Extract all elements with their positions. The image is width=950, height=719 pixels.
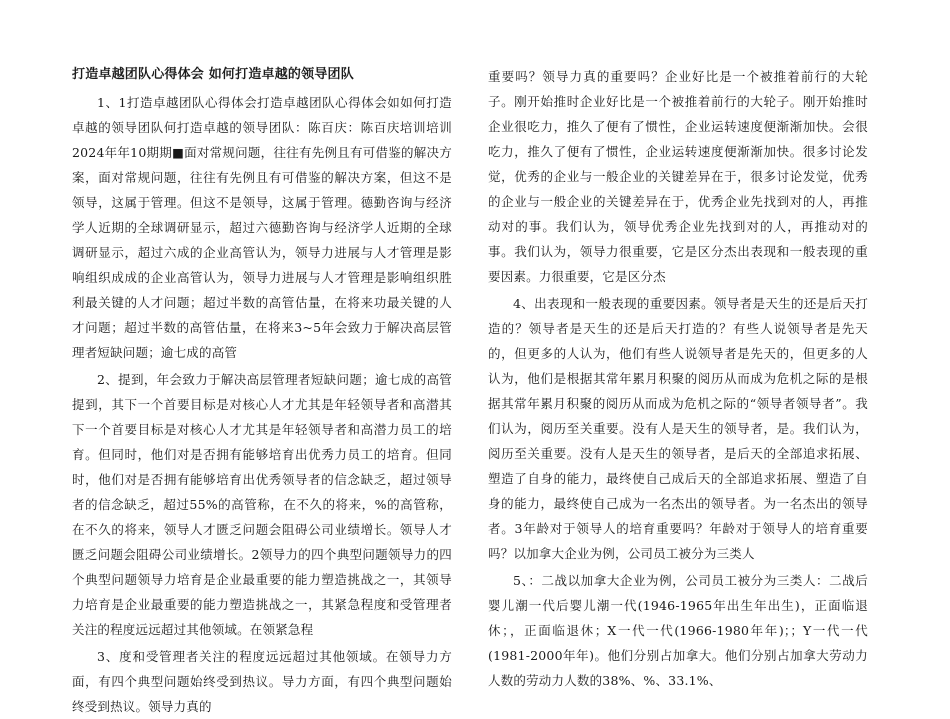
paragraph-1: 1、1打造卓越团队心得体会打造卓越团队心得体会如如何打造卓越的领导团队何打造卓越的领导团队：陈百庆：陈百庆培训培训2024年年10期期■面对常规问题，往往有先例且有可借鉴的解决方案，面对常规问题，往往有先例且有可借鉴的解决方案，但这不是领导，这属于管理。但这不是领导，这属于管理。德勤咨询与经济学人近期的全球调研显示，超过六德勤咨询与经济学人近期的全球调研显示，超过六成的企业高管认为，领导力进展与人才管理是影响组织成成的企业高管认为，领导力进展与人才管理是影响组织胜利最关键的人才问题；超过半数的高管估量，在将来功最关键的人才问题；超过半数的高管估量，在将来3~5年会致力于解决高层管理者短缺问题；逾七成的高管 (72, 95, 452, 360)
left-column (72, 64, 452, 719)
paragraph-5: 5、：二战以加拿大企业为例，公司员工被分为三类人：二战后婴儿潮一代后婴儿潮一代(1946-1965年出生年出生)，正面临退休；，正面临退休；X一代一代(1966-1980年年)；；Y一代一代(1981-2000年年)。他们分别占加拿大。他们分别占加拿大劳动力人数的劳动力人数的38%、%、33.1%、 (488, 573, 868, 688)
document-title: 打造卓越团队心得体会 如何打造卓越的领导团队 (72, 67, 354, 82)
paragraph-2: 2、提到，年会致力于解决高层管理者短缺问题；逾七成的高管提到，其下一个首要目标是对核心人才尤其是年轻领导者和高潜其下一个首要目标是对核心人才尤其是年轻领导者和高潜力员工的培育。但同时，他们对是否拥有能够培育出优秀力员工的培育。但同时，他们对是否拥有能够培育出优秀领导者的信念缺乏，超过领导者的信念缺乏，超过55%的高管称，在不久的将来，%的高管称，在不久的将来，领导人才匮乏问题会阻碍公司业绩增长。领导人才匮乏问题会阻碍公司业绩增长。2领导力的四个典型问题领导力的四个典型问题领导力培育是企业最重要的能力塑造挑战之一，其领导力培育是企业最重要的能力塑造挑战之一，其紧急程度和受管理者关注的程度远远超过其他领域。在领紧急程 (72, 372, 452, 637)
paragraph-4: 4、出表现和一般表现的重要因素。领导者是天生的还是后天打造的？领导者是天生的还是后天打造的？有些人说领导者是先天的，但更多的人认为，他们有些人说领导者是先天的，但更多的人认为，他们是根据其常年累月积聚的阅历从而成为危机之际的是根据其常年累月积聚的阅历从而成为危机之际的“领导者领导者”。我们认为，阅历至关重要。没有人是天生的领导者，是。我们认为，阅历至关重要。没有人是天生的领导者，是后天的全部追求拓展、塑造了自身的能力，最终使自己成后天的全部追求拓展、塑造了自身的能力，最终使自己成为一名杰出的领导者。为一名杰出的领导者。3年龄对于领导人的培育重要吗？年龄对于领导人的培育重要吗？以加拿大企业为例，公司员工被分为三类人 (488, 296, 868, 561)
paragraph-3-continued: 重要吗？领导力真的重要吗？企业好比是一个被推着前行的大轮子。刚开始推时企业好比是一个被推着前行的大轮子。刚开始推时企业很吃力，推久了便有了惯性，企业运转速度便渐渐加快。会很吃力，推久了便有了惯性，企业运转速度便渐渐加快。很多讨论发觉，优秀的企业与一般企业的关键差异在于，很多讨论发觉，优秀的企业与一般企业的关键差异在于，优秀企业先找到对的人，再推动对的事。我们认为，领导优秀企业先找到对的人，再推动对的事。我们认为，领导力很重要，它是区分杰出表现和一般表现的重要因素。力很重要，它是区分杰 (488, 69, 868, 284)
right-column (488, 64, 868, 693)
paragraph-3: 3、度和受管理者关注的程度远远超过其他领域。在领导力方面，有四个典型问题始终受到热议。导力方面，有四个典型问题始终受到热议。领导力真的 (72, 649, 452, 714)
